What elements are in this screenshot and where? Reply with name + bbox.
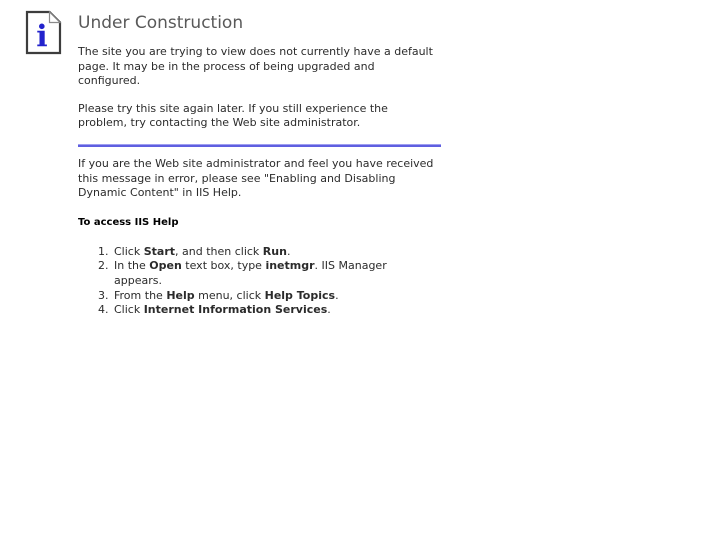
step-text: , and then click [175,244,263,258]
text-line: Please try this site again later. If you still experience the [78,101,388,115]
step-text: menu, click [194,288,265,302]
step-text-bold: Start [143,244,176,258]
text-line: If you are the Web site administrator and feel you have received [78,156,434,170]
step-text: From the [114,288,167,302]
step-text: . [327,303,331,317]
iis-help-steps [78,245,441,318]
steps-heading: To access IIS Help [78,216,179,228]
step-text-bold: Help [166,288,195,302]
step-text-bold: Internet Information Services [143,303,328,317]
list-item [112,289,441,304]
text-line: configured. [78,74,141,88]
step-text: . IIS Manager [314,259,387,273]
list-item [112,245,441,260]
list-item [112,259,441,288]
icon-cell [25,10,62,59]
step-text: . [335,288,339,302]
text-line: page. It may be in the process of being upgraded and [78,59,375,73]
admin-paragraph [78,157,441,201]
divider-rule [78,144,441,147]
info-glyph: i [36,19,48,55]
step-text-bold: inetmgr [265,259,315,273]
list-item [112,303,441,318]
text-line: problem, try contacting the Web site administrator. [78,116,361,130]
text-line: Dynamic Content" in IIS Help. [78,186,242,200]
content-column [78,10,441,318]
folded-corner [50,12,61,23]
step-text-bold: Run [262,244,287,258]
step-text: Click [114,303,144,317]
step-text-bold: Help Topics [264,288,336,302]
page-title: Under Construction [78,13,244,33]
step-text: text box, type [181,259,266,273]
step-text-bold: Open [149,259,182,273]
intro-paragraph [78,45,441,89]
step-text: Click [114,244,144,258]
text-line: this message in error, please see "Enabling and Disabling [78,171,396,185]
step-text: In the [114,259,150,273]
text-line: The site you are trying to view does not currently have a default [78,45,433,58]
step-text: . [286,244,291,258]
step-text: appears. [114,273,162,287]
info-document-icon [25,10,62,55]
retry-paragraph [78,102,441,131]
